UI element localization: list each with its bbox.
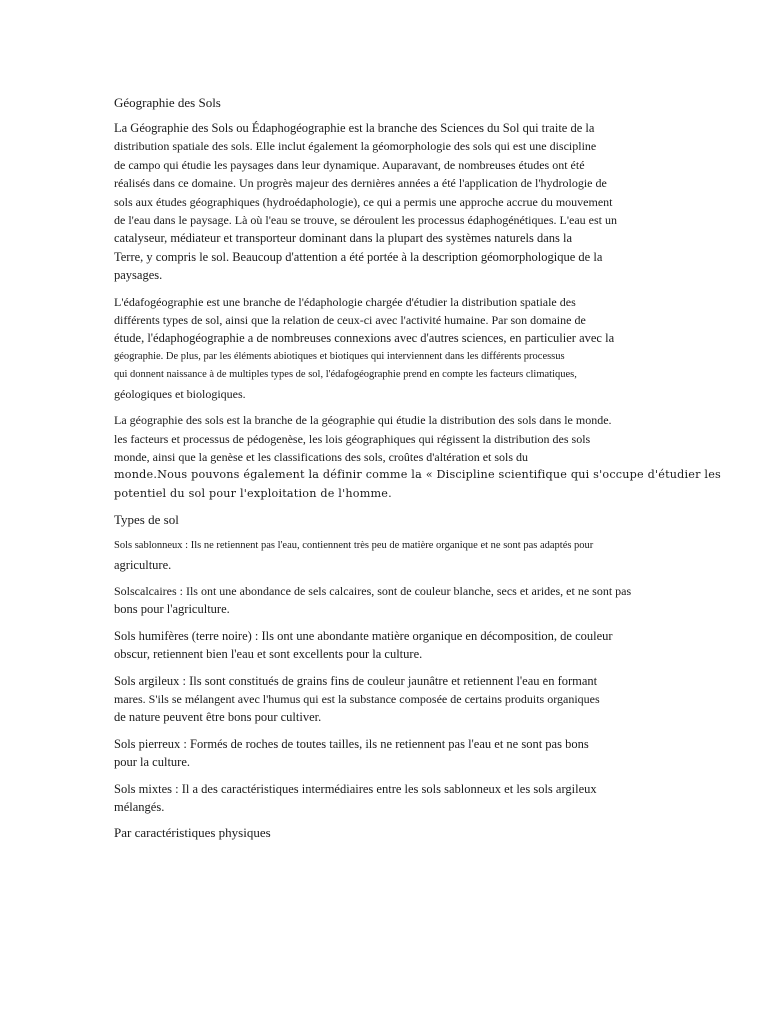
section-heading-types-de-sol: Types de sol	[114, 512, 179, 528]
soil-type-item-mixtes	[114, 780, 676, 817]
text-line: Sols mixtes : Il a des caractéristiques intermédiaires entre les sols sablonneux et les sols argileux	[114, 781, 597, 796]
text-line: Sols pierreux : Formés de roches de toutes tailles, ils ne retiennent pas l'eau et ne sont pas bons	[114, 736, 589, 751]
text-line: bons pour l'agriculture.	[114, 602, 230, 617]
text-line: La géographie des sols est la branche de la géographie qui étudie la distribution des sols dans le monde.	[114, 413, 612, 428]
soil-type-item-pierreux	[114, 735, 676, 772]
text-line: qui donnent naissance à de multiples types de sol, l'édafogéographie prend en compte les facteurs climatiques,	[114, 369, 577, 381]
text-line: pour la culture.	[114, 755, 191, 770]
text-line: réalisés dans ce domaine. Un progrès majeur des dernières années a été l'application de l'hydrologie de	[114, 176, 607, 191]
text-line: mélangés.	[114, 800, 165, 814]
text-line: géographie. De plus, par les éléments abiotiques et biotiques qui interviennent dans les différents processus	[114, 350, 565, 362]
soil-type-item-humiferes	[114, 627, 676, 664]
text-line: monde.Nous pouvons également la définir comme la « Discipline scientifique qui s'occupe d'étudier les	[114, 468, 721, 482]
paragraph-geographie-sols	[114, 411, 721, 503]
text-line: monde, ainsi que la genèse et les classifications des sols, croûtes d'altération et sols du	[114, 449, 529, 464]
text-line: mares. S'ils se mélangent avec l'humus qui est la substance composée de certains produits organiques	[114, 691, 600, 706]
text-line: les facteurs et processus de pédogenèse, les lois géographiques qui régissent la distribution des sols	[114, 431, 591, 446]
text-line: sols aux études géographiques (hydroédaphologie), ce qui a permis une approche accrue du mouvement	[114, 194, 613, 209]
document-body	[114, 94, 721, 850]
text-line: de campo qui étudie les paysages dans leur dynamique. Auparavant, de nombreuses études ont été	[114, 157, 585, 172]
text-line: de nature peuvent être bons pour cultiver.	[114, 710, 322, 725]
text-line: L'édafogéographie est une branche de l'édaphologie chargée d'étudier la distribution spatiale des	[114, 294, 576, 309]
text-line: Solscalcaires : Ils ont une abondance de sels calcaires, sont de couleur blanche, secs et arides, et ne sont pas	[114, 583, 632, 598]
soil-type-item-argileux	[114, 672, 676, 727]
text-line: potentiel du sol pour l'exploitation de l'homme.	[114, 486, 392, 500]
section-heading-caracteristiques-physiques: Par caractéristiques physiques	[114, 825, 271, 841]
text-line: de l'eau dans le paysage. Là où l'eau se trouve, se déroulent les processus édaphogénétiques. L'eau est un	[114, 213, 617, 228]
text-line: géologiques et biologiques.	[114, 386, 246, 401]
text-line: agriculture.	[114, 557, 172, 572]
text-line: catalyseur, médiateur et transporteur dominant dans la plupart des systèmes naturels dans la	[114, 231, 573, 246]
paragraph-intro	[114, 119, 676, 285]
text-line: différents types de sol, ainsi que la relation de ceux-ci avec l'activité humaine. Par son domaine de	[114, 313, 586, 328]
text-line: distribution spatiale des sols. Elle inclut également la géomorphologie des sols qui est une discipline	[114, 139, 597, 154]
document-title: Géographie des Sols	[114, 95, 221, 110]
text-line: La Géographie des Sols ou Édaphogéographie est la branche des Sciences du Sol qui traite de la	[114, 121, 595, 135]
text-line: Sols argileux : Ils sont constitués de grains fins de couleur jaunâtre et retiennent l'eau en formant	[114, 673, 598, 688]
text-line: Terre, y compris le sol. Beaucoup d'attention a été portée à la description géomorphologique de la	[114, 249, 603, 264]
paragraph-edafogeographie	[114, 293, 676, 403]
text-line: Sols humifères (terre noire) : Ils ont une abondante matière organique en décomposition, de couleur	[114, 628, 613, 643]
soil-type-item-sablonneux	[114, 537, 676, 574]
text-line: obscur, retiennent bien l'eau et sont excellents pour la culture.	[114, 647, 423, 662]
text-line: Sols sablonneux : Ils ne retiennent pas l'eau, contiennent très peu de matière organique et ne sont pas adaptés pour	[114, 540, 594, 552]
soil-type-item-calcaires	[114, 582, 676, 619]
text-line: étude, l'édaphogéographie a de nombreuses connexions avec d'autres sciences, en particulier avec la	[114, 331, 615, 346]
text-line: paysages.	[114, 268, 163, 283]
